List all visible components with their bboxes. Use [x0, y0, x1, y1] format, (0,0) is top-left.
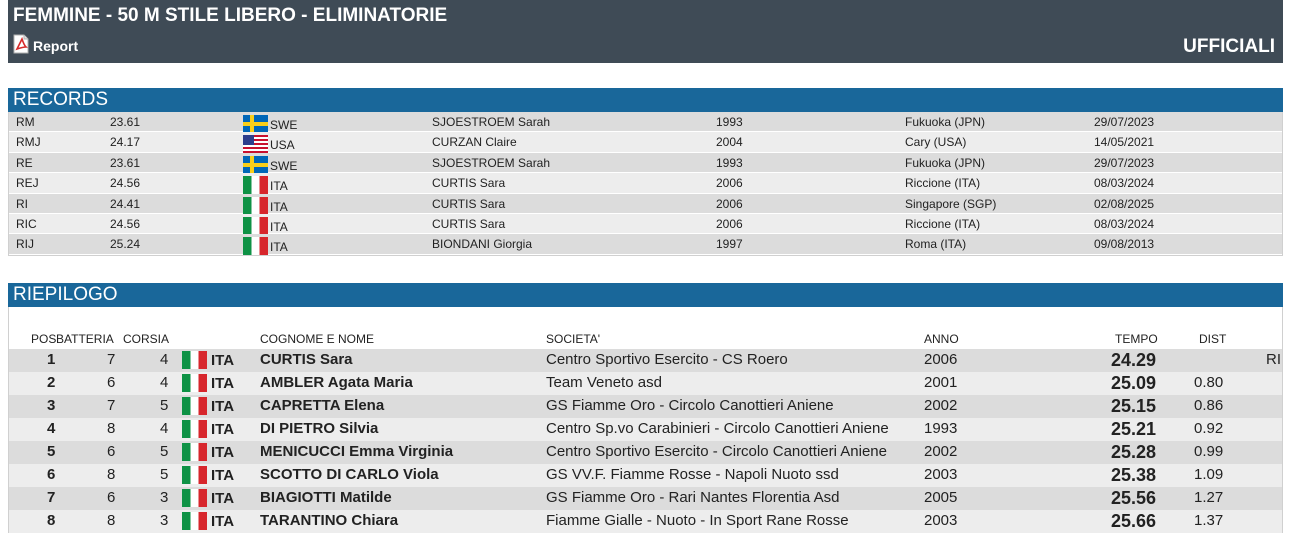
record-row — [9, 153, 1282, 173]
summary-header-row — [8, 307, 1283, 349]
record-type: RI — [16, 196, 28, 211]
athlete-club: GS Fiamme Oro - Circolo Canottieri Aniene — [546, 397, 834, 414]
record-holder-year: 2006 — [716, 196, 743, 211]
result-gap: 0.80 — [1194, 374, 1224, 391]
record-nationality: USA — [270, 138, 295, 153]
result-position: 7 — [47, 489, 56, 506]
result-lane: 5 — [160, 443, 169, 460]
record-holder: SJOESTROEM Sarah — [432, 155, 551, 170]
record-holder: CURTIS Sara — [432, 196, 506, 211]
athlete-club: Centro Sp.vo Carabinieri - Circolo Canottieri Aniene — [546, 420, 889, 437]
result-gap: 1.09 — [1194, 466, 1224, 483]
record-note: RI — [1266, 351, 1281, 368]
record-type: RIC — [16, 216, 37, 231]
record-holder: CURZAN Claire — [432, 135, 517, 150]
athlete-club: Team Veneto asd — [546, 374, 662, 391]
result-heat: 7 — [107, 397, 116, 414]
record-time: 23.61 — [110, 155, 141, 170]
result-gap: 1.27 — [1194, 489, 1224, 506]
result-row[interactable] — [9, 372, 1282, 395]
result-heat: 6 — [107, 374, 116, 391]
record-holder-year: 2006 — [716, 176, 743, 191]
record-place: Fukuoka (JPN) — [905, 155, 986, 170]
column-header-pos: POS — [31, 332, 57, 346]
page-title: FEMMINE - 50 M STILE LIBERO - ELIMINATORIE — [13, 5, 448, 26]
record-date: 29/07/2023 — [1094, 155, 1155, 170]
result-nationality: ITA — [211, 444, 235, 461]
record-type: RE — [16, 155, 33, 170]
flag-image — [182, 351, 207, 369]
record-date: 29/07/2023 — [1094, 115, 1155, 129]
result-gap: 0.99 — [1194, 443, 1224, 460]
record-time: 24.41 — [110, 196, 141, 211]
athlete-year: 2001 — [924, 374, 958, 391]
result-nationality: ITA — [211, 467, 235, 484]
result-heat: 8 — [107, 420, 116, 437]
record-row — [9, 173, 1282, 193]
result-lane: 3 — [160, 512, 169, 529]
record-place: Fukuoka (JPN) — [905, 115, 986, 129]
record-row — [9, 194, 1282, 214]
record-holder-year: 2004 — [716, 135, 743, 150]
athlete-year: 2005 — [924, 489, 958, 506]
flag-image — [243, 217, 268, 235]
result-heat: 8 — [107, 466, 116, 483]
results-status: UFFICIALI — [1183, 36, 1275, 57]
result-lane: 5 — [160, 466, 169, 483]
record-place: Riccione (ITA) — [905, 176, 981, 191]
athlete-name[interactable]: AMBLER Agata Maria — [260, 374, 413, 391]
record-holder: CURTIS Sara — [432, 176, 506, 191]
result-row[interactable] — [9, 418, 1282, 441]
record-time: 23.61 — [110, 115, 141, 129]
result-nationality: ITA — [211, 375, 235, 392]
record-date: 14/05/2021 — [1094, 135, 1155, 150]
result-row[interactable] — [9, 395, 1282, 418]
record-date: 02/08/2025 — [1094, 196, 1155, 211]
athlete-year: 2003 — [924, 512, 958, 529]
result-position: 1 — [47, 351, 56, 368]
athlete-club: Fiamme Gialle - Nuoto - In Sport Rane Rosse — [546, 512, 849, 529]
record-holder: BIONDANI Giorgia — [432, 237, 533, 252]
record-nationality: ITA — [270, 179, 288, 194]
athlete-club: Centro Sportivo Esercito - CS Roero — [546, 351, 788, 368]
record-nationality: SWE — [270, 118, 298, 132]
record-nationality: ITA — [270, 219, 288, 234]
report-link[interactable] — [12, 34, 78, 54]
column-header-anno: ANNO — [924, 332, 959, 346]
record-place: Singapore (SGP) — [905, 196, 997, 211]
result-lane: 3 — [160, 489, 169, 506]
athlete-year: 2002 — [924, 397, 958, 414]
column-header-corsia: CORSIA — [123, 332, 170, 346]
column-header-societa: SOCIETA' — [546, 332, 601, 346]
result-position: 8 — [47, 512, 56, 529]
records-table — [8, 112, 1283, 256]
flag-image — [182, 397, 207, 415]
record-type: RIJ — [16, 237, 34, 252]
record-time: 24.56 — [110, 176, 141, 191]
flag-image — [243, 237, 268, 255]
result-position: 6 — [47, 466, 56, 483]
athlete-club: GS Fiamme Oro - Rari Nantes Florentia Asd — [546, 489, 840, 506]
results-table — [8, 349, 1283, 533]
record-holder-year: 2006 — [716, 216, 743, 231]
record-date: 08/03/2024 — [1094, 216, 1155, 231]
result-heat: 7 — [107, 351, 116, 368]
athlete-name[interactable]: TARANTINO Chiara — [260, 512, 399, 529]
result-heat: 6 — [107, 443, 116, 460]
record-place: Roma (ITA) — [905, 237, 967, 252]
result-position: 3 — [47, 397, 56, 414]
athlete-name[interactable]: CURTIS Sara — [260, 351, 353, 368]
result-time: 25.56 — [1111, 488, 1157, 508]
result-row[interactable] — [9, 510, 1282, 533]
result-nationality: ITA — [211, 490, 235, 507]
result-row[interactable] — [9, 464, 1282, 487]
record-time: 24.17 — [110, 135, 141, 150]
record-place: Cary (USA) — [905, 135, 967, 150]
record-holder: SJOESTROEM Sarah — [432, 115, 551, 129]
result-gap: 1.37 — [1194, 512, 1224, 529]
athlete-name[interactable]: CAPRETTA Elena — [260, 397, 385, 414]
result-time: 25.15 — [1111, 396, 1157, 416]
column-header-batteria: BATTERIA — [56, 332, 114, 346]
athlete-year: 1993 — [924, 420, 958, 437]
result-row[interactable] — [9, 349, 1282, 372]
result-row[interactable] — [9, 487, 1282, 510]
record-nationality: ITA — [270, 240, 288, 255]
result-nationality: ITA — [211, 513, 235, 530]
record-row — [9, 112, 1282, 132]
result-time: 25.21 — [1111, 419, 1157, 439]
result-time: 25.28 — [1111, 442, 1157, 462]
records-section-title: RECORDS — [8, 88, 1283, 112]
athlete-club: Centro Sportivo Esercito - Circolo Canottieri Aniene — [546, 443, 887, 460]
result-position: 5 — [47, 443, 56, 460]
record-row — [9, 214, 1282, 234]
athlete-name[interactable]: DI PIETRO Silvia — [260, 420, 379, 437]
flag-image — [243, 156, 268, 174]
record-holder-year: 1993 — [716, 155, 743, 170]
record-time: 24.56 — [110, 216, 141, 231]
record-type: RM — [16, 115, 35, 129]
flag-image — [243, 135, 268, 153]
athlete-year: 2003 — [924, 466, 958, 483]
flag-image — [182, 420, 207, 438]
pdf-icon — [12, 34, 30, 54]
result-time: 25.66 — [1111, 511, 1157, 531]
result-heat: 8 — [107, 512, 116, 529]
flag-image — [182, 512, 207, 530]
record-time: 25.24 — [110, 237, 141, 252]
column-header-dist: DIST — [1199, 332, 1227, 346]
flag-image — [243, 176, 268, 194]
athlete-name[interactable]: BIAGIOTTI Matilde — [260, 489, 392, 506]
record-row — [9, 132, 1282, 152]
athlete-name[interactable]: SCOTTO DI CARLO Viola — [260, 466, 439, 483]
athlete-name[interactable]: MENICUCCI Emma Virginia — [260, 443, 454, 460]
flag-image — [243, 115, 268, 133]
flag-image — [182, 443, 207, 461]
record-type: REJ — [16, 176, 39, 191]
record-date: 08/03/2024 — [1094, 176, 1155, 191]
result-position: 2 — [47, 374, 56, 391]
record-row — [9, 234, 1282, 254]
summary-section-title: RIEPILOGO — [8, 283, 1283, 307]
flag-image — [182, 466, 207, 484]
result-heat: 6 — [107, 489, 116, 506]
record-type: RMJ — [16, 135, 41, 150]
athlete-year: 2002 — [924, 443, 958, 460]
report-label[interactable]: Report — [33, 38, 79, 54]
flag-image — [182, 489, 207, 507]
result-lane: 4 — [160, 420, 169, 437]
column-header-tempo: TEMPO — [1115, 332, 1158, 346]
page-header — [8, 0, 1283, 63]
record-holder: CURTIS Sara — [432, 216, 506, 231]
flag-image — [243, 197, 268, 215]
result-nationality: ITA — [211, 398, 235, 415]
record-nationality: SWE — [270, 158, 298, 173]
result-lane: 4 — [160, 374, 169, 391]
flag-image — [182, 374, 207, 392]
record-holder-year: 1997 — [716, 237, 743, 252]
record-place: Riccione (ITA) — [905, 216, 981, 231]
result-lane: 5 — [160, 397, 169, 414]
result-lane: 4 — [160, 351, 169, 368]
result-gap: 0.92 — [1194, 420, 1224, 437]
record-date: 09/08/2013 — [1094, 237, 1155, 252]
record-holder-year: 1993 — [716, 115, 743, 129]
result-nationality: ITA — [211, 352, 235, 369]
athlete-club: GS VV.F. Fiamme Rosse - Napoli Nuoto ssd — [546, 466, 839, 483]
athlete-year: 2006 — [924, 351, 958, 368]
result-row[interactable] — [9, 441, 1282, 464]
result-nationality: ITA — [211, 421, 235, 438]
result-position: 4 — [47, 420, 56, 437]
result-gap: 0.86 — [1194, 397, 1224, 414]
result-time: 25.09 — [1111, 373, 1157, 393]
column-header-name: COGNOME E NOME — [260, 332, 375, 346]
result-time: 24.29 — [1111, 350, 1157, 370]
record-nationality: ITA — [270, 199, 288, 214]
result-time: 25.38 — [1111, 465, 1157, 485]
